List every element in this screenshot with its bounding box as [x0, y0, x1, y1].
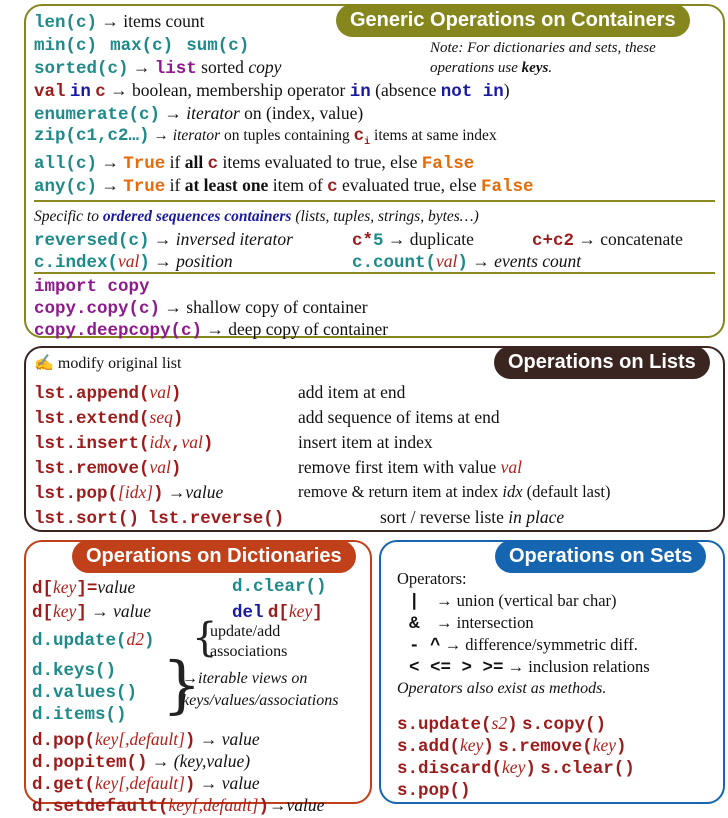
- index-count-line: c.index(val) → position c.count(val) → events count: [34, 251, 582, 273]
- set-op-row: & → intersection: [409, 613, 534, 634]
- dict-setdefault: d.setdefault(key[,default])→value: [32, 795, 325, 817]
- zip-line: zip(c1,c2…) → iterator on tuples containing $c_i$ items at same index: [34, 126, 497, 148]
- dict-keys: d.keys(): [32, 661, 117, 681]
- list-method-row: lst.append(val) add item at end: [34, 382, 406, 404]
- lists-panel: [24, 346, 725, 532]
- sorted-line: sorted(c) → list sorted copy: [34, 57, 282, 79]
- reversed-line: reversed(c) → inversed iterator c*5 → duplicate c+c2 → concatenate: [34, 229, 683, 251]
- enumerate-line: enumerate(c) → iterator on (index, value): [34, 103, 364, 125]
- list-method-row: lst.insert(idx,val) insert item at index: [34, 432, 433, 454]
- dict-update: d.update(d2): [32, 629, 155, 651]
- ordered-sequences-note: Specific to ordered sequences containers (lists, tuples, strings, bytes…): [34, 208, 479, 225]
- set-op-row: < <= > >= → inclusion relations: [409, 657, 650, 678]
- deepcopy-line: copy.deepcopy(c) → deep copy of container: [34, 319, 389, 341]
- membership-line: val in c → boolean, membership operator in (absence not in): [34, 80, 510, 102]
- copy-line: copy.copy(c) → shallow copy of container: [34, 297, 368, 319]
- list-method-row: lst.remove(val) remove first item with value val: [34, 457, 523, 479]
- set-method-row: s.add(key) s.remove(key): [397, 735, 627, 757]
- min-max-sum-line: min(c) max(c) sum(c): [34, 36, 250, 56]
- set-method-row: s.update(s2) s.copy(): [397, 713, 606, 735]
- containers-panel: [24, 4, 725, 341]
- dict-items: d.items(): [32, 705, 127, 725]
- len-line: len(c) → items count: [34, 11, 205, 33]
- modify-note: ✍ modify original list: [34, 355, 182, 372]
- sets-panel: [379, 540, 725, 804]
- dict-pop: d.pop(key[,default]) → value: [32, 729, 260, 751]
- dict-get-item: d[key] → value del d[key]: [32, 601, 323, 623]
- update-note: update/add associations: [210, 623, 288, 660]
- set-op-row: | → union (vertical bar char): [409, 591, 617, 612]
- dict-get: d.get(key[,default]) → value: [32, 773, 260, 795]
- methods-note: Operators also exist as methods.: [397, 680, 607, 697]
- sets-title: Operations on Sets: [495, 540, 706, 573]
- dict-values: d.values(): [32, 683, 138, 703]
- set-method-row: s.discard(key) s.clear(): [397, 757, 635, 779]
- lists-title: Operations on Lists: [494, 346, 710, 379]
- set-method-row: s.pop(): [397, 781, 471, 801]
- pencil-icon: ✍: [34, 355, 54, 372]
- divider: [34, 200, 715, 202]
- keys-note: Note: For dictionaries and sets, these operations use keys.: [430, 40, 656, 76]
- set-op-row: - ^ → difference/symmetric diff.: [409, 635, 638, 656]
- brace-icon: {: [192, 615, 218, 661]
- containers-title: Generic Operations on Containers: [336, 4, 690, 37]
- dictionaries-title: Operations on Dictionaries: [72, 540, 356, 573]
- list-method-row: lst.pop([idx]) →value remove & return item at index idx (default last): [34, 482, 611, 504]
- all-line: all(c) → True if all c items evaluated to true, else False: [34, 152, 475, 174]
- import-copy-line: import copy: [34, 277, 150, 297]
- list-method-row: lst.extend(seq) add sequence of items at end: [34, 407, 500, 429]
- sort-reverse-row: lst.sort() lst.reverse() sort / reverse liste in place: [34, 507, 565, 529]
- any-line: any(c) → True if at least one item of c evaluated true, else False: [34, 175, 534, 197]
- dictionaries-panel: [24, 540, 372, 817]
- operators-label: Operators:: [397, 569, 467, 588]
- dict-set-item: d[key]=value d.clear(): [32, 577, 327, 599]
- dict-popitem: d.popitem() → (key,value): [32, 751, 251, 773]
- views-note: →iterable views on keys/values/associations: [182, 670, 339, 709]
- brace-icon: }: [162, 648, 202, 721]
